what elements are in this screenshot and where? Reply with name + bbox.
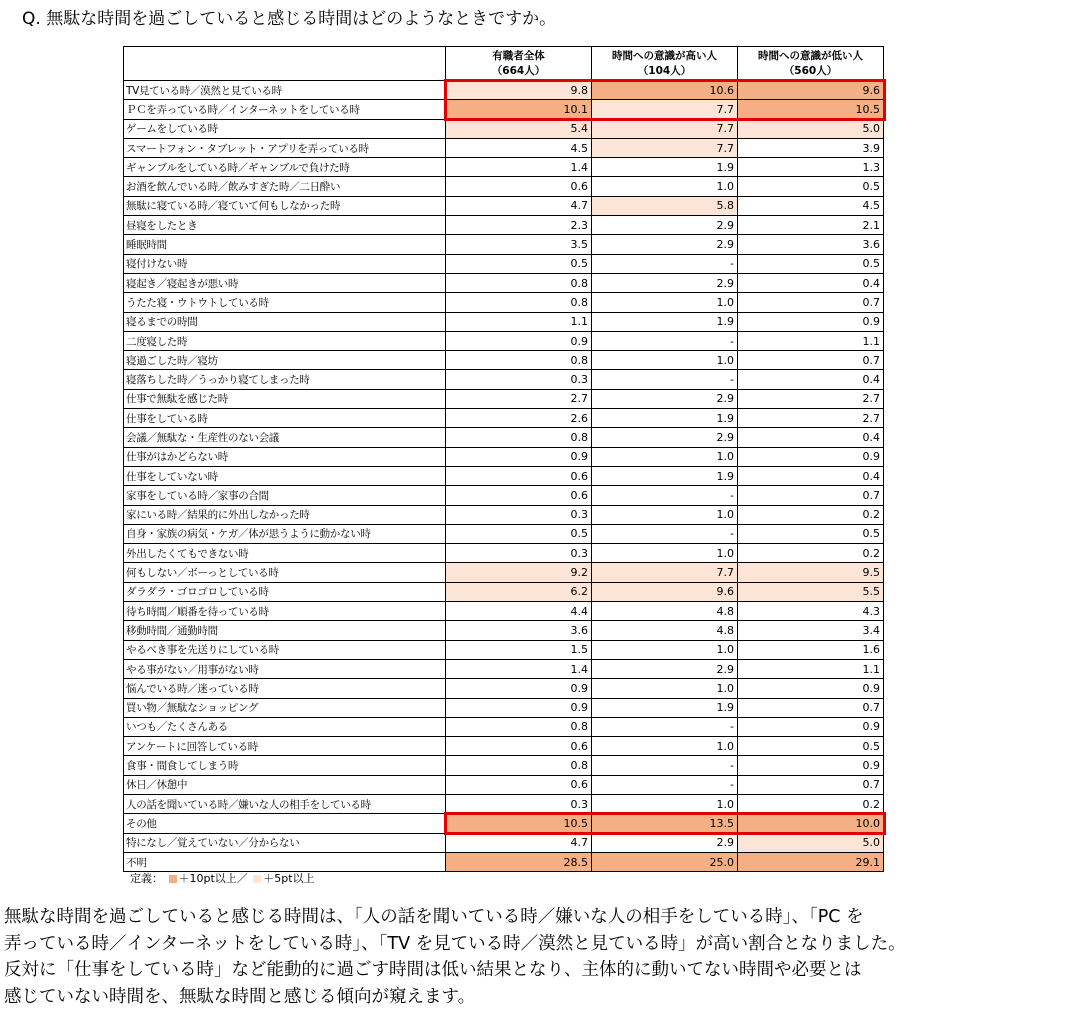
value-cell: 2.9 <box>592 659 738 678</box>
value-cell: 0.9 <box>446 447 592 466</box>
row-label: 家にいる時／結果的に外出しなかった時 <box>124 505 446 524</box>
column-header-label: 時間への意識が高い人 <box>612 49 717 62</box>
question-title: Q. 無駄な時間を過ごしていると感じる時間はどのようなときですか。 <box>22 9 557 29</box>
value-cell: 13.5 <box>592 814 738 833</box>
value-cell: 0.9 <box>738 756 884 775</box>
value-cell: 10.1 <box>446 100 592 119</box>
value-cell: 7.7 <box>592 563 738 582</box>
value-cell: 6.2 <box>446 582 592 601</box>
value-cell: 2.9 <box>592 833 738 852</box>
value-cell: 10.6 <box>592 81 738 100</box>
value-cell: 4.7 <box>446 196 592 215</box>
legend-swatch-plus5 <box>253 875 261 883</box>
value-cell: 0.4 <box>738 466 884 485</box>
value-cell: 2.9 <box>592 273 738 292</box>
table-row <box>124 351 884 370</box>
value-cell: 9.8 <box>446 81 592 100</box>
table-row <box>124 659 884 678</box>
value-cell: 0.9 <box>738 312 884 331</box>
row-label: やる事がない／用事がない時 <box>124 659 446 678</box>
column-header-count: （560人） <box>783 64 838 77</box>
value-cell: 28.5 <box>446 852 592 871</box>
row-label: 何もしない／ボーっとしている時 <box>124 563 446 582</box>
legend-plus5: ＋5pt以上 <box>263 872 315 885</box>
value-cell: 0.9 <box>446 698 592 717</box>
value-cell: - <box>592 756 738 775</box>
value-cell: 1.1 <box>446 312 592 331</box>
value-cell: 29.1 <box>738 852 884 871</box>
value-cell: 7.7 <box>592 119 738 138</box>
column-header-low <box>738 47 884 81</box>
value-cell: 0.5 <box>738 524 884 543</box>
value-cell: 0.5 <box>738 177 884 196</box>
value-cell: 3.4 <box>738 621 884 640</box>
table-row <box>124 81 884 100</box>
value-cell: - <box>592 370 738 389</box>
row-label: 昼寝をしたとき <box>124 216 446 235</box>
row-label: 待ち時間／順番を待っている時 <box>124 602 446 621</box>
value-cell: 2.9 <box>592 389 738 408</box>
row-label: 特になし／覚えていない／分からない <box>124 833 446 852</box>
row-label: 仕事をしていない時 <box>124 466 446 485</box>
row-label: 寝るまでの時間 <box>124 312 446 331</box>
value-cell: 0.8 <box>446 428 592 447</box>
value-cell: 5.0 <box>738 833 884 852</box>
table-row <box>124 158 884 177</box>
value-cell: 0.3 <box>446 370 592 389</box>
value-cell: 0.9 <box>738 447 884 466</box>
value-cell: 1.9 <box>592 466 738 485</box>
value-cell: 5.4 <box>446 119 592 138</box>
value-cell: 0.6 <box>446 177 592 196</box>
value-cell: 1.0 <box>592 794 738 813</box>
value-cell: 2.9 <box>592 235 738 254</box>
value-cell: 1.0 <box>592 293 738 312</box>
value-cell: 0.6 <box>446 486 592 505</box>
table-row <box>124 466 884 485</box>
value-cell: 1.0 <box>592 447 738 466</box>
value-cell: 1.0 <box>592 351 738 370</box>
value-cell: 0.7 <box>738 293 884 312</box>
value-cell: 1.9 <box>592 158 738 177</box>
value-cell: 0.8 <box>446 273 592 292</box>
value-cell: 5.5 <box>738 582 884 601</box>
column-header-high <box>592 47 738 81</box>
value-cell: 0.9 <box>738 717 884 736</box>
row-label: うたた寝・ウトウトしている時 <box>124 293 446 312</box>
table-row <box>124 177 884 196</box>
table-row <box>124 138 884 157</box>
column-header-count: （104人） <box>637 64 692 77</box>
value-cell: 1.9 <box>592 312 738 331</box>
value-cell: 4.5 <box>738 196 884 215</box>
column-header-label: 時間への意識が低い人 <box>758 49 863 62</box>
legend-plus10: ＋10pt以上／ <box>178 872 248 885</box>
row-label: その他 <box>124 814 446 833</box>
table-row <box>124 756 884 775</box>
value-cell: 4.4 <box>446 602 592 621</box>
value-cell: 0.4 <box>738 273 884 292</box>
row-label: やるべき事を先送りにしている時 <box>124 640 446 659</box>
table-row <box>124 852 884 871</box>
row-label: 移動時間／通勤時間 <box>124 621 446 640</box>
value-cell: 0.6 <box>446 775 592 794</box>
value-cell: 2.6 <box>446 409 592 428</box>
value-cell: 10.5 <box>446 814 592 833</box>
table-row <box>124 794 884 813</box>
table-row <box>124 119 884 138</box>
value-cell: 3.5 <box>446 235 592 254</box>
row-label: 会議／無駄な・生産性のない会議 <box>124 428 446 447</box>
value-cell: 10.0 <box>738 814 884 833</box>
value-cell: 1.4 <box>446 158 592 177</box>
table-row <box>124 428 884 447</box>
value-cell: 9.5 <box>738 563 884 582</box>
header-blank-cell <box>124 47 446 81</box>
legend-prefix: 定義： <box>130 872 163 885</box>
table-row <box>124 737 884 756</box>
table-row <box>124 505 884 524</box>
value-cell: 0.5 <box>738 254 884 273</box>
value-cell: 0.5 <box>738 737 884 756</box>
value-cell: 2.9 <box>592 428 738 447</box>
value-cell: 0.8 <box>446 717 592 736</box>
value-cell: 5.8 <box>592 196 738 215</box>
value-cell: 0.5 <box>446 254 592 273</box>
value-cell: 1.0 <box>592 177 738 196</box>
row-label: ゲームをしている時 <box>124 119 446 138</box>
value-cell: 0.9 <box>446 331 592 350</box>
value-cell: 9.6 <box>738 81 884 100</box>
value-cell: 1.0 <box>592 544 738 563</box>
row-label: 二度寝した時 <box>124 331 446 350</box>
table-row <box>124 698 884 717</box>
summary-text <box>4 904 1062 1010</box>
table-header-row <box>124 47 884 81</box>
table-body <box>124 81 884 872</box>
value-cell: 4.5 <box>446 138 592 157</box>
value-cell: 1.0 <box>592 640 738 659</box>
table-row <box>124 544 884 563</box>
table-row <box>124 717 884 736</box>
row-label: 睡眠時間 <box>124 235 446 254</box>
table-row <box>124 775 884 794</box>
row-label: 仕事がはかどらない時 <box>124 447 446 466</box>
value-cell: 4.7 <box>446 833 592 852</box>
value-cell: 10.5 <box>738 100 884 119</box>
value-cell: 1.6 <box>738 640 884 659</box>
value-cell: 2.1 <box>738 216 884 235</box>
row-label: アンケートに回答している時 <box>124 737 446 756</box>
row-label: 食事・間食してしまう時 <box>124 756 446 775</box>
table-row <box>124 312 884 331</box>
table-row <box>124 621 884 640</box>
row-label: 仕事で無駄を感じた時 <box>124 389 446 408</box>
value-cell: - <box>592 775 738 794</box>
table-row <box>124 216 884 235</box>
value-cell: 0.8 <box>446 756 592 775</box>
value-cell: - <box>592 486 738 505</box>
table-row <box>124 235 884 254</box>
row-label: お酒を飲んでいる時／飲みすぎた時／二日酔い <box>124 177 446 196</box>
row-label: 休日／休憩中 <box>124 775 446 794</box>
row-label: 外出したくてもできない時 <box>124 544 446 563</box>
value-cell: 1.5 <box>446 640 592 659</box>
value-cell: 0.4 <box>738 370 884 389</box>
table-row <box>124 563 884 582</box>
value-cell: 0.3 <box>446 544 592 563</box>
value-cell: 5.0 <box>738 119 884 138</box>
table-row <box>124 100 884 119</box>
value-cell: 3.6 <box>446 621 592 640</box>
value-cell: 1.9 <box>592 698 738 717</box>
table-row <box>124 582 884 601</box>
row-label: 買い物／無駄なショッピング <box>124 698 446 717</box>
value-cell: 2.7 <box>738 409 884 428</box>
column-header-label: 有職者全体 <box>492 49 545 62</box>
value-cell: 2.3 <box>446 216 592 235</box>
row-label: スマートフォン・タブレット・アプリを弄っている時 <box>124 138 446 157</box>
column-header-all <box>446 47 592 81</box>
value-cell: 1.0 <box>592 737 738 756</box>
table-row <box>124 524 884 543</box>
value-cell: 3.9 <box>738 138 884 157</box>
legend-swatch-plus10 <box>169 875 177 883</box>
value-cell: 0.6 <box>446 466 592 485</box>
table-row <box>124 370 884 389</box>
table-row <box>124 254 884 273</box>
value-cell: 0.5 <box>446 524 592 543</box>
row-label: 寝過ごした時／寝坊 <box>124 351 446 370</box>
value-cell: 9.6 <box>592 582 738 601</box>
table-row <box>124 640 884 659</box>
table-row <box>124 273 884 292</box>
row-label: 自身・家族の病気・ケガ／体が思うように動かない時 <box>124 524 446 543</box>
value-cell: 0.6 <box>446 737 592 756</box>
row-label: TV見ている時／漠然と見ている時 <box>124 81 446 100</box>
summary-line: 弄っている時／インターネットをしている時」、「TV を見ている時／漠然と見ている時」が高い割合となりました。 <box>4 933 906 954</box>
value-cell: 2.7 <box>738 389 884 408</box>
value-cell: - <box>592 331 738 350</box>
value-cell: 7.7 <box>592 138 738 157</box>
table-row <box>124 486 884 505</box>
value-cell: 0.2 <box>738 505 884 524</box>
value-cell: 0.7 <box>738 351 884 370</box>
summary-line: 感じていない時間を、無駄な時間と感じる傾向が窺えます。 <box>4 986 476 1007</box>
row-label: 仕事をしている時 <box>124 409 446 428</box>
value-cell: 0.7 <box>738 775 884 794</box>
table-row <box>124 833 884 852</box>
value-cell: 0.3 <box>446 505 592 524</box>
value-cell: 1.0 <box>592 679 738 698</box>
row-label: 悩んでいる時／迷っている時 <box>124 679 446 698</box>
row-label: 寝落ちした時／うっかり寝てしまった時 <box>124 370 446 389</box>
value-cell: 3.6 <box>738 235 884 254</box>
value-cell: 0.8 <box>446 293 592 312</box>
table-row <box>124 331 884 350</box>
value-cell: 1.4 <box>446 659 592 678</box>
column-header-count: （664人） <box>491 64 546 77</box>
row-label: 無駄に寝ている時／寝ていて何もしなかった時 <box>124 196 446 215</box>
row-label: ＰＣを弄っている時／インターネットをしている時 <box>124 100 446 119</box>
row-label: いつも／たくさんある <box>124 717 446 736</box>
row-label: 人の話を聞いている時／嫌いな人の相手をしている時 <box>124 794 446 813</box>
value-cell: - <box>592 717 738 736</box>
value-cell: 4.3 <box>738 602 884 621</box>
value-cell: - <box>592 524 738 543</box>
value-cell: 1.3 <box>738 158 884 177</box>
table-row <box>124 679 884 698</box>
value-cell: 2.7 <box>446 389 592 408</box>
value-cell: 7.7 <box>592 100 738 119</box>
value-cell: 2.9 <box>592 216 738 235</box>
value-cell: 0.7 <box>738 698 884 717</box>
table-row <box>124 389 884 408</box>
value-cell: 4.8 <box>592 602 738 621</box>
results-table <box>123 46 884 872</box>
value-cell: 9.2 <box>446 563 592 582</box>
value-cell: 4.8 <box>592 621 738 640</box>
value-cell: 0.3 <box>446 794 592 813</box>
row-label: 不明 <box>124 852 446 871</box>
table-row <box>124 814 884 833</box>
value-cell: 1.1 <box>738 331 884 350</box>
value-cell: 0.9 <box>446 679 592 698</box>
legend <box>130 870 315 886</box>
row-label: 寝起き／寝起きが悪い時 <box>124 273 446 292</box>
value-cell: 1.1 <box>738 659 884 678</box>
summary-line: 反対に「仕事をしている時」など能動的に過ごす時間は低い結果となり、主体的に動いてない時間や必要とは <box>4 960 862 980</box>
table-row <box>124 293 884 312</box>
table-row <box>124 196 884 215</box>
summary-line: 無駄な時間を過ごしていると感じる時間は、「人の話を聞いている時／嫌いな人の相手をしている時」、「PC を <box>4 907 864 927</box>
value-cell: 1.0 <box>592 505 738 524</box>
row-label: ダラダラ・ゴロゴロしている時 <box>124 582 446 601</box>
table-row <box>124 447 884 466</box>
value-cell: 0.7 <box>738 486 884 505</box>
table-row <box>124 409 884 428</box>
value-cell: 25.0 <box>592 852 738 871</box>
table-row <box>124 602 884 621</box>
value-cell: 1.9 <box>592 409 738 428</box>
value-cell: 0.8 <box>446 351 592 370</box>
value-cell: 0.2 <box>738 794 884 813</box>
value-cell: 0.2 <box>738 544 884 563</box>
row-label: 家事をしている時／家事の合間 <box>124 486 446 505</box>
value-cell: 0.9 <box>738 679 884 698</box>
row-label: 寝付けない時 <box>124 254 446 273</box>
row-label: ギャンブルをしている時／ギャンブルで負けた時 <box>124 158 446 177</box>
value-cell: 0.4 <box>738 428 884 447</box>
value-cell: - <box>592 254 738 273</box>
